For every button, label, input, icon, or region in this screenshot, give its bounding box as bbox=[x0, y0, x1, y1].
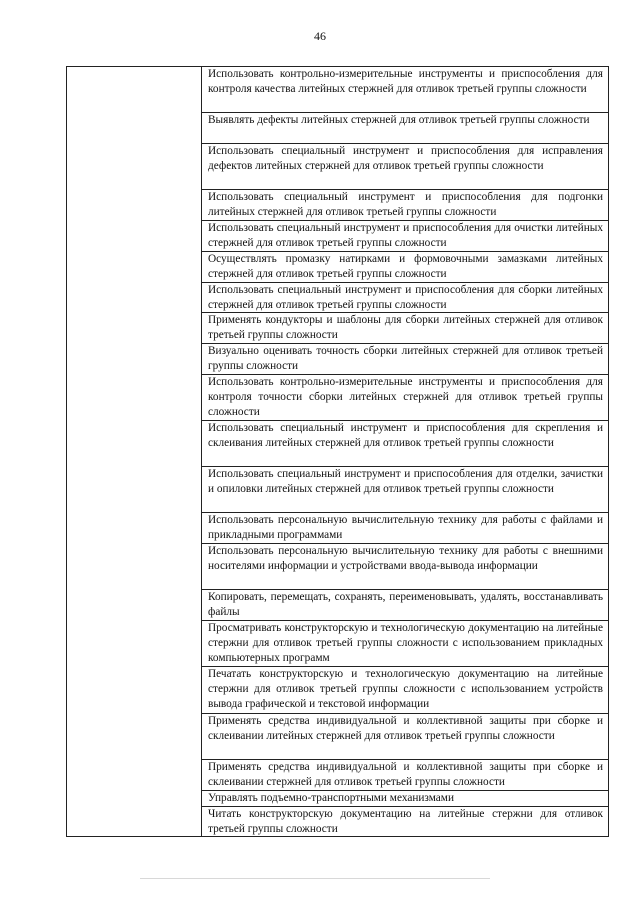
table-row: Визуально оценивать точность сборки литейных стержней для отливок третьей группы сложности bbox=[202, 344, 608, 375]
table-row: Осуществлять промазку натирками и формовочными замазками литейных стержней для отливок третьей группы сложности bbox=[202, 252, 608, 283]
table-row: Применять средства индивидуальной и коллективной защиты при сборке и склеивании стержней для отливок третьей группы сложности bbox=[202, 760, 608, 791]
table-row: Использовать персональную вычислительную технику для работы с внешними носителями информации и устройствами ввода-вывода информации bbox=[202, 544, 608, 590]
table-row: Использовать специальный инструмент и приспособления для скрепления и склеивания литейных стержней для отливок третьей группы сложности bbox=[202, 421, 608, 467]
table-row: Использовать специальный инструмент и приспособления для подгонки литейных стержней для отливок третьей группы сложности bbox=[202, 190, 608, 221]
skills-table bbox=[66, 66, 609, 837]
table-row: Выявлять дефекты литейных стержней для отливок третьей группы сложности bbox=[202, 113, 608, 144]
scan-artifact-line bbox=[140, 878, 490, 879]
table-row: Применять кондукторы и шаблоны для сборки литейных стержней для отливок третьей группы сложности bbox=[202, 313, 608, 344]
empty-left-column bbox=[67, 67, 202, 836]
skills-column bbox=[202, 67, 608, 836]
table-row: Использовать специальный инструмент и приспособления для отделки, зачистки и опиловки литейных стержней для отливок третьей группы сложности bbox=[202, 467, 608, 513]
table-row: Использовать специальный инструмент и приспособления для исправления дефектов литейных стержней для отливок третьей группы сложности bbox=[202, 144, 608, 190]
table-row: Читать конструкторскую документацию на литейные стержни для отливок третьей группы сложности bbox=[208, 808, 603, 835]
table-row: Использовать контрольно-измерительные инструменты и приспособления для контроля точности сборки литейных стержней для отливок третьей группы сложности bbox=[202, 375, 608, 421]
table-row: Просматривать конструкторскую и технологическую документацию на литейные стержни для отливок третьей группы сложности с использованием прикладных компьютерных программ bbox=[202, 621, 608, 667]
table-row: Использовать специальный инструмент и приспособления для сборки литейных стержней для отливок третьей группы сложности bbox=[202, 283, 608, 313]
table-row: Печатать конструкторскую и технологическую документацию на литейные стержни для отливок третьей группы сложности с использованием устройств вывода графической и текстовой информации bbox=[202, 667, 608, 714]
table-row: Использовать специальный инструмент и приспособления для очистки литейных стержней для отливок третьей группы сложности bbox=[202, 221, 608, 252]
page-number: 46 bbox=[314, 29, 326, 43]
table-row: Управлять подъемно-транспортными механизмами bbox=[202, 791, 608, 807]
table-row: Использовать персональную вычислительную технику для работы с файлами и прикладными программами bbox=[202, 513, 608, 544]
table-row: Применять средства индивидуальной и коллективной защиты при сборке и склеивании литейных стержней для отливок третьей группы сложности bbox=[202, 714, 608, 760]
table-row: Использовать контрольно-измерительные инструменты и приспособления для контроля качества литейных стержней для отливок третьей группы сложности bbox=[202, 67, 608, 113]
table-row: Копировать, перемещать, сохранять, переименовывать, удалять, восстанавливать файлы bbox=[202, 590, 608, 621]
